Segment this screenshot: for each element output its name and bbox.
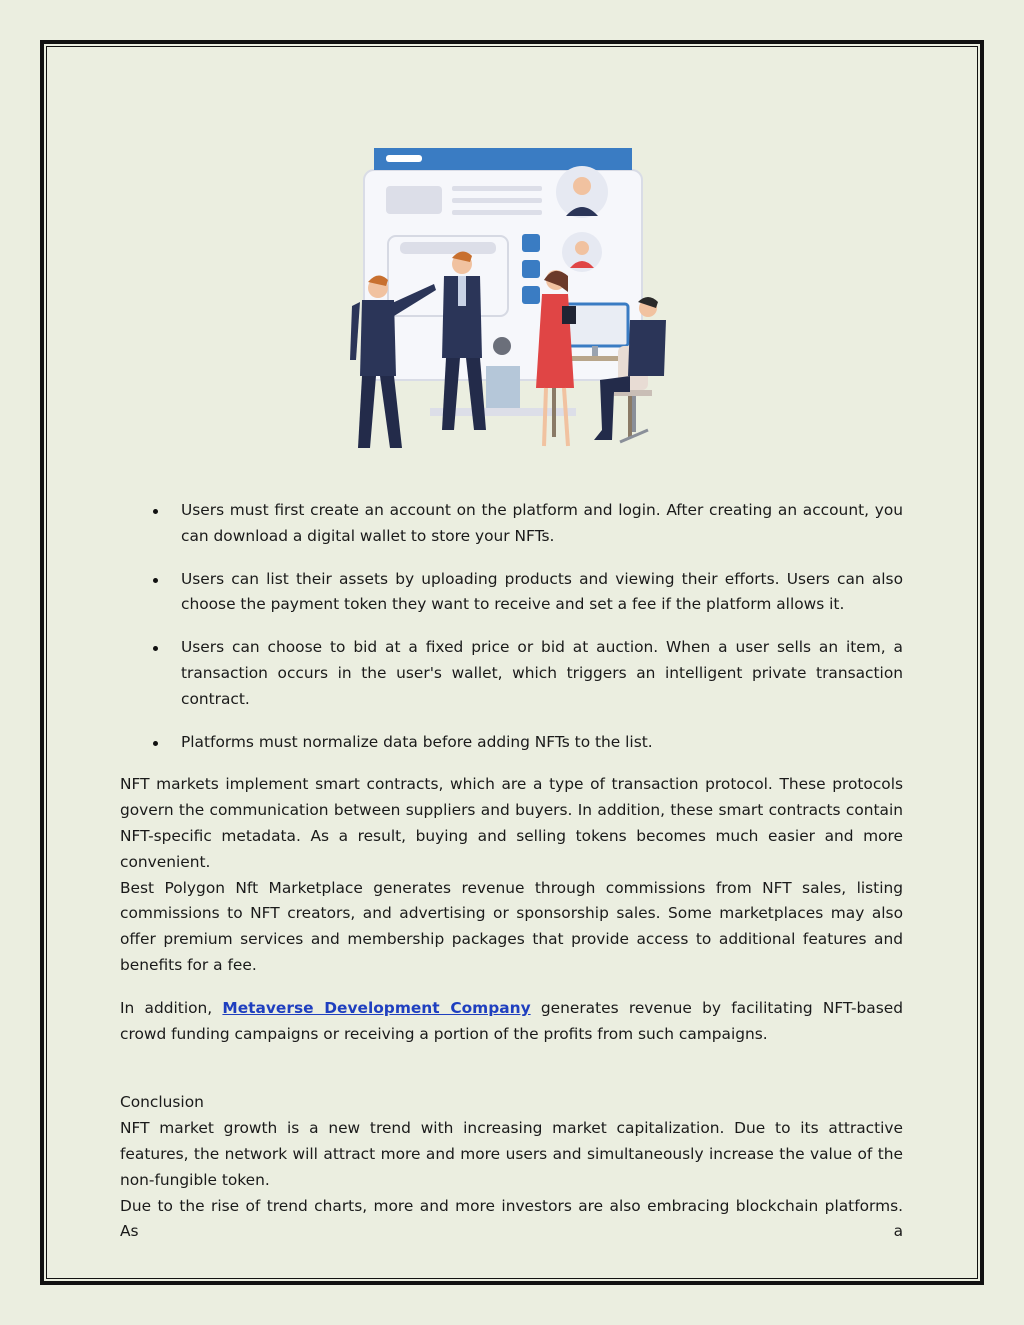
bullet-icon: [153, 646, 158, 651]
list-item-text: Platforms must normalize data before adding NFTs to the list.: [181, 732, 653, 751]
metaverse-suffix: generates revenue by facilitating NFT-based crowd funding campaigns or receiving a portion of the profits from such campaigns.: [120, 998, 903, 1043]
metaverse-paragraph: [120, 996, 903, 1048]
list-item: [120, 567, 903, 619]
conclusion-paragraph: NFT market growth is a new trend with increasing market capitalization. Due to its attractive features, the network will attract more and more users and simultaneously increase the value of the non-fungible token.: [120, 1119, 903, 1189]
list-item: [120, 498, 903, 550]
list-item: [120, 635, 903, 712]
conclusion-heading: Conclusion: [120, 1093, 204, 1112]
bullet-icon: [153, 741, 158, 746]
list-item-text: Users can choose to bid at a fixed price or bid at auction. When a user sells an item, a transaction occurs in the user's wallet, which triggers an intelligent private transaction contract.: [181, 638, 903, 708]
metaverse-prefix: In addition,: [120, 998, 223, 1017]
bullet-icon: [153, 578, 158, 583]
list-item-text: Users must first create an account on the platform and login. After creating an account, you can download a digital wallet to store your NFTs.: [181, 501, 903, 545]
conclusion-paragraph-continued: Due to the rise of trend charts, more and more investors are also embracing blockchain platforms. As a: [120, 1196, 903, 1241]
business-team-illustration: [330, 140, 690, 460]
smart-contracts-paragraph: NFT markets implement smart contracts, which are a type of transaction protocol. These protocols govern the communication between suppliers and buyers. In addition, these smart contracts contain NFT-specific metadata. As a result, buying and selling tokens becomes much easier and more convenient.: [120, 775, 903, 871]
feature-list: [120, 498, 903, 755]
revenue-paragraph: Best Polygon Nft Marketplace generates revenue through commissions from NFT sales, listing commissions to NFT creators, and advertising or sponsorship sales. Some marketplaces may also offer premium services and membership packages that provide access to additional features and benefits for a fee.: [120, 878, 903, 974]
metaverse-development-link[interactable]: Metaverse Development Company: [222, 998, 531, 1017]
list-item: [120, 730, 903, 756]
list-item-text: Users can list their assets by uploading products and viewing their efforts. Users can also choose the payment token they want to receive and set a fee if the platform allows it.: [181, 569, 903, 614]
article-body: [120, 498, 903, 1245]
bullet-icon: [153, 509, 158, 514]
